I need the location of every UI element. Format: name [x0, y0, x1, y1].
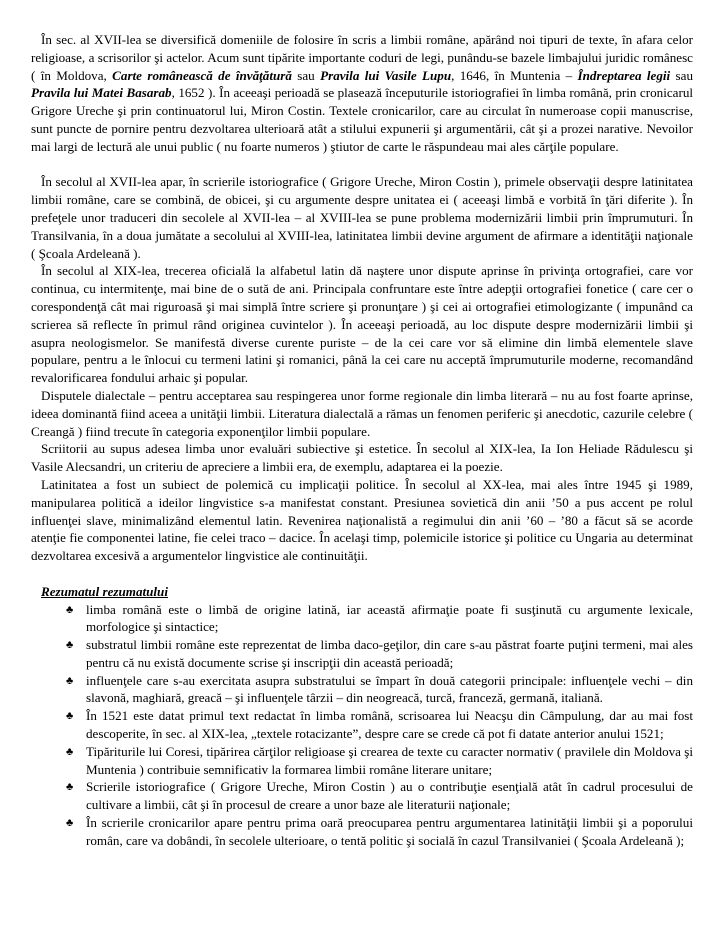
- list-item-text: Tipăriturile lui Coresi, tipărirea cărţilor religioase şi crearea de texte cu caracter normativ ( pravilele din Moldova şi Muntenia ) contribuie semnificativ la formarea limbii române literare unitare;: [86, 743, 693, 777]
- summary-list: [31, 601, 693, 850]
- paragraph-2: [31, 173, 693, 262]
- paragraph-4: [31, 387, 693, 440]
- list-item-text: În 1521 este datat primul text redactat în limba română, scrisoarea lui Neacşu din Câmpulung, dar au mai fost descoperite, în sec. al XIX-lea, „textele rotacizante”, despre care se crede că pot fi datate anterior anului 1521;: [86, 708, 693, 742]
- summary-section: [31, 583, 693, 850]
- list-item: [31, 601, 693, 637]
- text-run: , 1646, în Muntenia –: [451, 67, 578, 83]
- text-run: Latinitatea a fost un subiect de polemică cu implicaţii politice. În secolul al XX-lea, mai ales între 1945 şi 1989, manipularea politică a ideilor lingvistice s-a manifestat constant. Presiunea sovietică din anii ’50 a pus accent pe rolul influenţei slave, minimalizând elementul latin. Revenirea naţionalistă a regimului din anii ’60 – ’80 a făcut să se acorde atenţie fie componentei latine, fie celei traco – dacice. În acelaşi timp, polemicile istorice şi politice cu Ungaria au determinat dezvoltarea excesivă a argumentelor lingvistice ale continuităţii.: [31, 476, 693, 564]
- list-item-text: influenţele care s-au exercitata asupra substratului se împart în două categorii principale: influenţele vechi – din slavonă, maghiară, greacă – şi influenţele târzii – din neogreacă, turcă, franceză, germană, italiană.: [86, 672, 693, 706]
- club-bullet-icon: ♣: [66, 781, 74, 794]
- list-item: [31, 636, 693, 672]
- title-indreptarea-legii: Îndreptarea legii: [577, 67, 671, 83]
- list-item-text: substratul limbii române este reprezentat de limba daco-geţilor, din care s-au păstrat foarte puţini termeni, mai ales pentru că nu există documente scrise şi inscripţii din această perioadă;: [86, 637, 693, 670]
- club-bullet-icon: ♣: [66, 710, 74, 723]
- text-run: Disputele dialectale – pentru acceptarea sau respingerea unor forme regionale din limba literară – nu au fost foarte aprinse, ideea dominantă fiind aceea a unităţii limbii. Literatura dialectală a rămas un fenomen periferic şi anecdotic, cazurile celebre ( Creangă ) fiind trecute în categoria exponenţilor limbii populare.: [31, 387, 693, 439]
- list-item-text: limba română este o limbă de origine latină, iar această afirmaţie poate fi susţinută cu argumente lexicale, morfologice şi sintactice;: [86, 601, 693, 635]
- title-pravila-vasile-lupu: Pravila lui Vasile Lupu: [320, 67, 452, 83]
- list-item-text: În scrierile cronicarilor apare pentru prima oară preocuparea pentru argumentarea latinităţii limbii şi a poporului român, care va dobândi, în secolele ulterioare, o tentă politic şi socială în cazul Transilvaniei ( Şcoala Ardeleană );: [86, 815, 693, 848]
- club-bullet-icon: ♣: [66, 639, 74, 652]
- title-pravila-matei-basarab: Pravila lui Matei Basarab: [31, 85, 172, 101]
- text-run: sau: [291, 67, 321, 83]
- club-bullet-icon: ♣: [66, 603, 74, 616]
- text-run: , 1652 ). În aceeaşi perioadă se plasează începuturile istoriografiei în limba română, prin cronicarul Grigore Ureche şi prin continuatorul lui, Miron Costin. Textele cronicarilor, care au circulat în numeroase copii manuscrise, sunt puncte de pornire pentru dezvoltarea ulterioară atât a stilului expunerii şi argumentării, cât şi a prozei narative. Nevoilor mai largi de lectură ale unui public ( nu foarte numeros ) ştiutor de carte le răspundeau mai ales cărţile populare.: [31, 85, 694, 154]
- paragraph-gap: [31, 156, 693, 174]
- text-run: Scriitorii au supus adesea limba unor evaluări subiective şi estetice. În secolul al XIX-lea, Ia Ion Heliade Rădulescu şi Vasile Alecsandri, un criteriu de apreciere a limbii era, de exemplu, adaptarea ei la poezie.: [31, 441, 693, 475]
- paragraph-6: [31, 476, 693, 565]
- list-item: [31, 814, 693, 850]
- club-bullet-icon: ♣: [66, 674, 74, 687]
- list-item: [31, 707, 693, 743]
- list-item-text: Scrierile istoriografice ( Grigore Ureche, Miron Costin ) au o contribuţie esenţială atât în cadrul procesului de cultivare a limbii, cât şi în procesul de creare a unor baze ale literaturii naţionale;: [86, 779, 693, 813]
- paragraph-1: [31, 31, 693, 156]
- paragraph-gap: [31, 565, 693, 583]
- text-run: sau: [670, 67, 694, 83]
- summary-title: Rezumatul rezumatului: [41, 583, 168, 599]
- document-page: [31, 31, 693, 850]
- club-bullet-icon: ♣: [66, 817, 74, 830]
- list-item: [31, 778, 693, 814]
- title-carte-romaneasca: Carte românească de învăţătură: [112, 67, 292, 83]
- paragraph-5: [31, 440, 693, 476]
- club-bullet-icon: ♣: [66, 745, 74, 758]
- paragraph-3: [31, 262, 693, 387]
- text-run: În secolul al XVII-lea apar, în scrierile istoriografice ( Grigore Ureche, Miron Costin ), primele observaţii despre latinitatea limbii române, care se combină, de obicei, şi cu argumente despre unitatea ei ( aceeaşi limbă e vorbită în ţări diferite ). În prefeţele unor traduceri din secolele al XVII-lea – al XVIII-lea se pune problema modernizării limbii prin împrumuturi. În Transilvania, în a doua jumătate a secolului al XVIII-lea, latinitatea limbii devine argument de afirmare a identităţii naţionale ( Şcoala Ardeleană ).: [31, 174, 693, 261]
- list-item: [31, 743, 693, 779]
- text-run: În sec. al XVII-lea se diversifică domeniile de folosire în scris a limbii române, apărând noi tipuri de texte, în afara celor religioase, a scrisorilor şi actelor. Acum sunt tipărite importante coduri de legi, punându-se bazele limbajului juridic românesc ( în Moldova,: [31, 32, 693, 83]
- text-run: În secolul al XIX-lea, trecerea oficială la alfabetul latin dă naştere unor dispute aprinse în privinţa ortografiei, care vor continua, cu intermitenţe, mai bine de o sută de ani. Principala confruntare este între adepţii ortografiei fonetice ( care cer o corespondenţă cât mai riguroasă şi mai simplă între scriere şi pronunţare ) şi cei ai ortografiei etimologizante ( impunând ca scrierea să reflecte în primul rând originea cuvintelor ). În aceeaşi perioadă, au loc dispute despre modernizării limbii şi asupra neologismelor. Se manifestă diverse curente puriste – de la cei care vor să elimine din limbă elementele slave populare, pentru a le înlocui cu termeni latini şi romanici, până la cei care nu acceptă împrumuturile moderne, recomandând revalorificarea fondului arhaic şi popular.: [31, 263, 693, 386]
- list-item: [31, 672, 693, 708]
